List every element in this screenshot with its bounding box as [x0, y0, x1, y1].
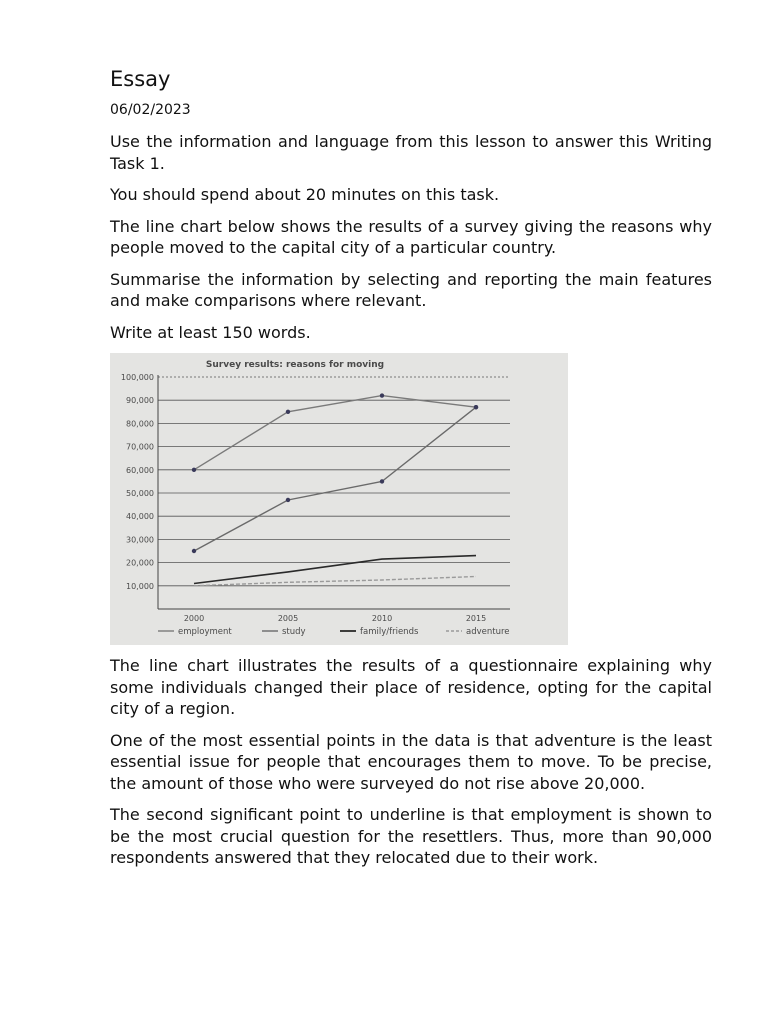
document-body: [110, 64, 712, 879]
y-tick-label: 70,000: [126, 442, 154, 452]
x-tick-label: 2010: [371, 614, 393, 623]
y-tick-label: 90,000: [126, 396, 154, 406]
x-tick-label: 2005: [277, 614, 299, 623]
chart-figure: [110, 353, 568, 645]
chart-title: Survey results: reasons for moving: [205, 360, 385, 370]
data-point: [380, 393, 384, 397]
essay-paragraph: One of the most essential points in the data is that adventure is the least essential issue for people that encourages them to move. To be precise, the amount of those who were surveyed do not rise above 20,000.: [110, 730, 712, 793]
data-point: [474, 405, 478, 409]
task-paragraph: Summarise the information by selecting and reporting the main features and make comparisons where relevant.: [110, 269, 712, 310]
document-date: 06/02/2023: [110, 102, 191, 118]
essay-paragraph: The line chart illustrates the results of a questionnaire explaining why some individuals changed their place of residence, opting for the capital city of a region.: [110, 656, 712, 718]
legend-label: family/friends: [360, 627, 419, 637]
task-paragraph: Use the information and language from this lesson to answer this Writing Task 1.: [110, 132, 712, 173]
y-tick-label: 80,000: [126, 419, 154, 429]
data-point: [192, 549, 196, 553]
legend-label: adventure: [466, 627, 510, 637]
y-tick-label: 100,000: [120, 373, 154, 382]
series-line-employment: [194, 396, 476, 470]
series-line-family-friends: [194, 556, 476, 584]
legend-label: study: [282, 627, 306, 637]
task-paragraph: The line chart below shows the results of a survey giving the reasons why people moved to the capital city of a particular country.: [110, 216, 712, 257]
line-chart: [110, 353, 568, 645]
data-point: [380, 479, 384, 483]
y-tick-label: 10,000: [126, 581, 154, 591]
y-tick-label: 60,000: [126, 465, 154, 475]
essay-paragraph: The second significant point to underline is that employment is shown to be the most crucial question for the resettlers. Thus, more than 90,000 respondents answered that they relocated due to their work.: [110, 805, 712, 867]
x-tick-label: 2000: [183, 614, 205, 623]
y-tick-label: 50,000: [126, 489, 154, 498]
y-tick-label: 20,000: [126, 558, 154, 568]
y-tick-label: 30,000: [126, 535, 154, 545]
task-paragraph: Write at least 150 words.: [110, 322, 311, 342]
legend-label: employment: [178, 627, 232, 637]
data-point: [286, 410, 290, 414]
task-paragraph: You should spend about 20 minutes on this task.: [110, 185, 500, 204]
document-title: Essay: [110, 67, 171, 91]
series-line-study: [194, 407, 476, 551]
data-point: [192, 468, 196, 472]
x-tick-label: 2015: [465, 614, 487, 623]
data-point: [286, 498, 290, 502]
y-tick-label: 40,000: [126, 512, 154, 522]
